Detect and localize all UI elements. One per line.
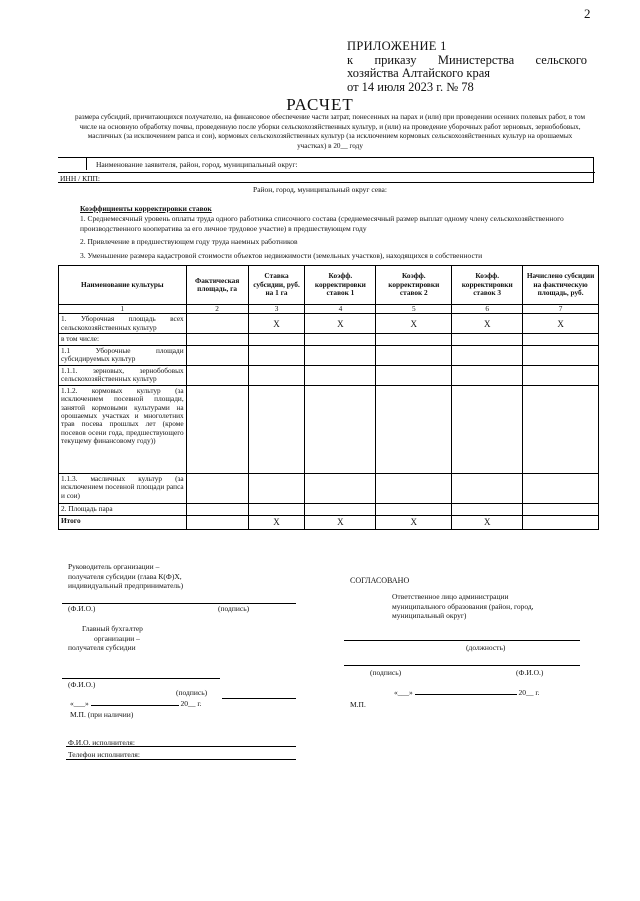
appendix-word: к (347, 52, 354, 67)
table-cell[interactable] (248, 503, 305, 515)
table-cell[interactable] (248, 334, 305, 345)
subsidy-table (58, 265, 599, 530)
table-row (59, 314, 599, 334)
table-row (59, 345, 599, 365)
coefficient-item-1: 1. Среднемесячный уровень оплаты труда одного работника списочного состава (среднемесячный размер выплат одному члену сельскохозяйственного производственного кооператива за его личное трудовое участие) в предшествующем году (80, 213, 564, 233)
position-caption: (должность) (466, 643, 506, 652)
agreed-label: СОГЛАСОВАНО (350, 576, 410, 585)
table-cell[interactable] (305, 345, 376, 365)
page-number: 2 (584, 6, 591, 21)
x-mark: X (452, 515, 523, 529)
executor-fio-label: Ф.И.О. исполнителя: (68, 738, 135, 747)
table-row (59, 334, 599, 345)
coefficients-heading: Коэффициенты корректировки ставок (80, 204, 212, 213)
table-header-cell: Ставка субсидии, руб. на 1 га (248, 266, 305, 305)
responsible-line: муниципальный округ) (392, 611, 467, 621)
applicant-name-label: Наименование заявителя, район, город, муниципальный округ: (96, 160, 298, 169)
table-header-cell: Фактическая площадь, га (186, 266, 248, 305)
x-mark: X (376, 515, 452, 529)
responsible-line: муниципального образования (район, город, (392, 601, 534, 611)
table-row (59, 385, 599, 473)
table-cell[interactable] (305, 365, 376, 385)
coefficient-item-3: 3. Уменьшение размера кадастровой стоимости объектов недвижимости (земельных участков), находящихся в собственности (80, 251, 483, 261)
table-cell[interactable] (452, 385, 523, 473)
right-date-field[interactable] (394, 688, 539, 698)
head-signature-label (68, 562, 183, 591)
table-cell[interactable] (186, 334, 248, 345)
responsible-sign-line[interactable] (344, 665, 580, 666)
region-line: Район, город, муниципальный округ сева: (253, 185, 387, 194)
x-mark: X (248, 314, 305, 334)
table-cell[interactable] (186, 515, 248, 529)
table-cell[interactable] (452, 473, 523, 503)
table-cell[interactable] (376, 345, 452, 365)
column-number: 6 (452, 305, 523, 314)
x-mark: X (523, 314, 599, 334)
responsible-fio-caption: (Ф.И.О.) (516, 668, 544, 677)
date-year: 20__ г. (518, 688, 540, 697)
table-cell[interactable] (376, 473, 452, 503)
x-mark: X (452, 314, 523, 334)
appendix-line2 (347, 54, 587, 68)
table-column-number-row (59, 305, 599, 314)
right-stamp-label: М.П. (350, 700, 366, 709)
table-cell[interactable] (523, 334, 599, 345)
table-row (59, 503, 599, 515)
table-cell[interactable] (376, 503, 452, 515)
head-line: получателя субсидии (глава К(Ф)Х, (68, 571, 182, 581)
accountant-line: организации – (94, 633, 140, 643)
table-cell[interactable] (248, 365, 305, 385)
accountant-fio-line[interactable] (62, 678, 220, 679)
column-number: 4 (305, 305, 376, 314)
head-fio-caption: (Ф.И.О.) (68, 604, 96, 613)
table-cell[interactable] (186, 385, 248, 473)
x-mark: X (305, 515, 376, 529)
row-label: 1.1.3. масличных культур (за исключением посевной площади рапса и сои) (59, 473, 187, 503)
table-cell[interactable] (376, 385, 452, 473)
column-number: 3 (248, 305, 305, 314)
table-cell[interactable] (452, 365, 523, 385)
table-cell[interactable] (186, 503, 248, 515)
table-cell[interactable] (523, 503, 599, 515)
executor-fio-line[interactable] (66, 746, 296, 747)
head-signature-line[interactable] (62, 603, 296, 604)
responsible-label (392, 592, 592, 621)
column-number: 2 (186, 305, 248, 314)
applicant-box (58, 157, 594, 183)
table-header-cell: Наименование культуры (59, 266, 187, 305)
table-cell[interactable] (523, 345, 599, 365)
appendix-block (347, 40, 587, 94)
row-label: 2. Площадь пара (59, 503, 187, 515)
row-label: Итого (59, 515, 187, 529)
table-header-row (59, 266, 599, 305)
appendix-line4: от 14 июля 2023 г. № 78 (347, 79, 474, 94)
date-year: 20__ г. (180, 699, 202, 708)
x-mark: X (376, 314, 452, 334)
accountant-line: Главный бухгалтер (82, 624, 143, 633)
x-mark: X (248, 515, 305, 529)
accountant-line: получателя субсидии (68, 643, 136, 653)
appendix-title: ПРИЛОЖЕНИЕ 1 (347, 39, 447, 53)
left-stamp-label: М.П. (при наличии) (70, 710, 134, 719)
table-row (59, 473, 599, 503)
table-cell[interactable] (523, 385, 599, 473)
table-row (59, 365, 599, 385)
table-cell[interactable] (452, 334, 523, 345)
executor-phone-line[interactable] (66, 759, 296, 760)
table-cell[interactable] (523, 515, 599, 529)
table-cell[interactable] (523, 473, 599, 503)
column-number: 1 (59, 305, 187, 314)
row-label: 1.1.2. кормовых культур (за исключением посевной площади, занятой кормовыми культурами на орошаемых участках и многолетних трав посева прошлых лет (кроме посевов осени года, предшествующего текущему финансовому году)) (59, 385, 187, 473)
responsible-line: Ответственное лицо администрации (392, 592, 509, 601)
appendix-word: приказу (374, 52, 417, 67)
table-cell[interactable] (523, 365, 599, 385)
row-label: 1.1.1. зерновых, зернобобовых сельскохозяйственных культур (59, 365, 187, 385)
head-sign-caption: (подпись) (218, 604, 250, 613)
table-header-cell: Коэфф. корректировки ставок 3 (452, 266, 523, 305)
date-day: «___» (394, 688, 413, 697)
table-cell[interactable] (452, 503, 523, 515)
column-number: 7 (523, 305, 599, 314)
table-cell[interactable] (376, 365, 452, 385)
head-line: индивидуальный предприниматель) (68, 581, 184, 591)
row-label: 1.1 Уборочные площади субсидируемых культур (59, 345, 187, 365)
table-cell[interactable] (248, 385, 305, 473)
left-date-field[interactable] (70, 699, 201, 709)
table-cell[interactable] (376, 334, 452, 345)
document-title: РАСЧЕТ (286, 95, 354, 114)
table-cell[interactable] (186, 473, 248, 503)
accountant-fio-caption: (Ф.И.О.) (68, 680, 96, 689)
column-number: 5 (376, 305, 452, 314)
accountant-label (68, 624, 143, 653)
accountant-sign-caption: (подпись) (176, 688, 208, 697)
table-cell[interactable] (248, 345, 305, 365)
table-cell[interactable] (305, 503, 376, 515)
table-cell[interactable] (186, 365, 248, 385)
table-header-cell: Коэфф. корректировки ставок 1 (305, 266, 376, 305)
coefficients-block (80, 204, 600, 261)
table-cell[interactable] (452, 345, 523, 365)
position-line[interactable] (344, 640, 580, 641)
responsible-sign-caption: (подпись) (370, 668, 402, 677)
head-line: Руководитель организации – (68, 562, 160, 571)
table-total-row (59, 515, 599, 529)
table-cell[interactable] (186, 314, 248, 334)
coefficient-item-2: 2. Привлечение в предшествующем году труда наемных работников (80, 237, 298, 247)
table-cell[interactable] (186, 345, 248, 365)
row-label: в том числе: (59, 334, 187, 345)
table-cell[interactable] (305, 473, 376, 503)
appendix-word: Министерства (437, 52, 515, 67)
applicant-box-divider (86, 158, 87, 170)
executor-phone-label: Телефон исполнителя: (68, 750, 140, 759)
applicant-inn-label: ИНН / КПП: (58, 172, 595, 183)
table-header-cell: Начислено субсидии на фактическую площадь, руб. (523, 266, 599, 305)
appendix-word: сельского (535, 52, 587, 67)
row-label: 1. Уборочная площадь всех сельскохозяйственных культур (59, 314, 187, 334)
table-cell[interactable] (305, 385, 376, 473)
table-cell[interactable] (248, 473, 305, 503)
date-day: «___» (70, 699, 89, 708)
table-cell[interactable] (305, 334, 376, 345)
accountant-sign-line[interactable] (222, 698, 296, 699)
x-mark: X (305, 314, 376, 334)
table-header-cell: Коэфф. корректировки ставок 2 (376, 266, 452, 305)
document-intro: размера субсидий, причитающихся получателю, на финансовое обеспечение части затрат, понесенных на парах и (или) при проведении осенних полевых работ, в том числе на основную обработку почвы, проведенную после уборки сельскохозяйственных культур, и (или) на проведение уборочных работ зерновых, зернобобовых, масличных (за исключением рапса и сои), кормовых сельскохозяйственных культур (за исключением кормовых сельскохозяйственных культур на орошаемых участках) в 20__ году (74, 113, 586, 150)
appendix-line3: хозяйства Алтайского края (347, 66, 490, 80)
